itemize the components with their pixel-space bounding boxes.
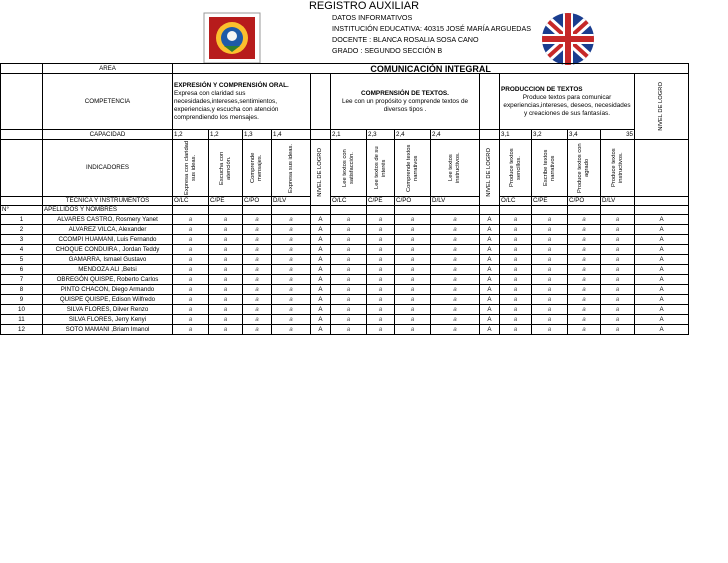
grade-cell: a (331, 225, 367, 235)
level-cell: A (635, 215, 689, 225)
grade-cell: a (395, 255, 431, 265)
grade-cell: a (272, 315, 311, 325)
grade-cell: a (331, 315, 367, 325)
grade-cell: a (173, 265, 209, 275)
competencia-1 (173, 74, 311, 130)
student-row (1, 295, 689, 305)
level-cell: A (480, 235, 500, 245)
capacidad-cell: 1,2 (209, 130, 243, 140)
grade-cell: a (601, 215, 635, 225)
grade-cell: a (331, 295, 367, 305)
grade-cell: a (367, 225, 395, 235)
info-school: INSTITUCIÓN EDUCATIVA: 40315 JOSÉ MARÍA ARGUEDAS (332, 24, 532, 33)
grade-cell: a (601, 255, 635, 265)
level-cell: A (311, 295, 331, 305)
grade-cell: a (173, 325, 209, 335)
capacidad-cell: 2,3 (367, 130, 395, 140)
grade-cell: a (431, 295, 480, 305)
grade-cell: a (532, 235, 568, 245)
grade-cell: a (173, 225, 209, 235)
instrumento: C/PO (568, 197, 601, 206)
grade-cell: a (395, 215, 431, 225)
capacidad-cell: 1,2 (173, 130, 209, 140)
grade-cell: a (395, 305, 431, 315)
student-row (1, 265, 689, 275)
grade-cell: a (532, 305, 568, 315)
student-row (1, 285, 689, 295)
grade-cell: a (243, 295, 272, 305)
grade-cell: a (431, 245, 480, 255)
level-cell: A (635, 285, 689, 295)
instrumento: O/LC (331, 197, 367, 206)
level-cell: A (635, 245, 689, 255)
student-name: OBREGÓN QUISPE, Roberto Carlos (43, 275, 173, 285)
level-cell: A (311, 265, 331, 275)
grade-cell: a (209, 325, 243, 335)
level-cell: A (480, 255, 500, 265)
student-number: 9 (1, 295, 43, 305)
grade-cell: a (500, 235, 532, 245)
level-cell: A (480, 275, 500, 285)
grade-cell: a (532, 325, 568, 335)
student-number: 7 (1, 275, 43, 285)
capacidad-cell: 2,4 (395, 130, 431, 140)
grade-cell: a (395, 245, 431, 255)
level-cell: A (480, 265, 500, 275)
grade-cell: a (431, 285, 480, 295)
grade-cell: a (209, 295, 243, 305)
grade-cell: a (532, 255, 568, 265)
grade-cell: a (272, 325, 311, 335)
grade-cell: a (367, 285, 395, 295)
grade-cell: a (568, 265, 601, 275)
competencia-2-text: Lee con un propósito y comprende textos de diversos tipos . (341, 97, 469, 113)
grade-cell: a (367, 295, 395, 305)
names-label: APELLIDOS Y NOMBRES (43, 206, 173, 215)
level-cell: A (480, 215, 500, 225)
instrumento: D/LV (431, 197, 480, 206)
grade-cell: a (568, 235, 601, 245)
grade-cell: a (500, 275, 532, 285)
info-heading: DATOS INFORMATIVOS (332, 13, 413, 22)
grade-cell: a (395, 235, 431, 245)
grade-cell: a (272, 305, 311, 315)
level-cell: A (311, 245, 331, 255)
grade-cell: a (173, 295, 209, 305)
grade-cell: a (243, 215, 272, 225)
grade-cell: a (367, 265, 395, 275)
student-row (1, 235, 689, 245)
student-row (1, 215, 689, 225)
level-cell: A (311, 285, 331, 295)
grade-cell: a (173, 285, 209, 295)
level-cell: A (480, 285, 500, 295)
grade-cell: a (568, 305, 601, 315)
grade-cell: a (395, 285, 431, 295)
indicador: Lee textos de su interés (373, 146, 387, 190)
grade-cell: a (331, 235, 367, 245)
student-row (1, 315, 689, 325)
grade-cell: a (243, 315, 272, 325)
grade-cell: a (568, 285, 601, 295)
grade-cell: a (209, 285, 243, 295)
student-name: PINTO CHACON, Diego Armando (43, 285, 173, 295)
level-cell: A (311, 275, 331, 285)
grade-cell: a (395, 265, 431, 275)
grade-cell: a (500, 255, 532, 265)
grade-cell: a (209, 245, 243, 255)
student-name: ALVAREZ VILCA, Alexander (43, 225, 173, 235)
student-name: QUISPE QUISPE, Edison Wilfredo (43, 295, 173, 305)
level-cell: A (311, 225, 331, 235)
level-cell: A (480, 325, 500, 335)
grade-cell: a (431, 325, 480, 335)
grade-cell: a (209, 235, 243, 245)
grade-cell: a (272, 225, 311, 235)
grade-cell: a (209, 225, 243, 235)
level-cell: A (480, 245, 500, 255)
capacidad-cell: 2,4 (431, 130, 480, 140)
level-cell: A (635, 225, 689, 235)
grade-cell: a (601, 275, 635, 285)
grade-cell: a (331, 245, 367, 255)
student-row (1, 225, 689, 235)
grade-cell: a (532, 275, 568, 285)
instrumento: D/LV (601, 197, 635, 206)
nivel-logro-1: NIVEL DE LOGRO (317, 148, 323, 197)
grade-cell: a (173, 305, 209, 315)
grade-cell: a (601, 295, 635, 305)
grade-cell: a (367, 245, 395, 255)
competencia-3-text: Produce textos para comunicar experiencias,intereses, deseos, necesidades y creaciones de sus fantasías. (503, 93, 631, 117)
school-crest-logo (203, 12, 261, 64)
grade-cell: a (431, 275, 480, 285)
grade-cell: a (568, 255, 601, 265)
student-row (1, 255, 689, 265)
capacidad-row (1, 130, 689, 140)
indicador: Comprende mensajes. (250, 152, 263, 184)
level-cell: A (635, 255, 689, 265)
grade-cell: a (367, 275, 395, 285)
indicadores-row (1, 140, 689, 197)
student-rows (1, 215, 689, 335)
num-label: N° (1, 206, 43, 215)
area-row (1, 64, 689, 74)
level-cell: A (311, 305, 331, 315)
student-number: 11 (1, 315, 43, 325)
grade-cell: a (331, 325, 367, 335)
grade-cell: a (331, 215, 367, 225)
level-cell: A (311, 325, 331, 335)
info-teacher: DOCENTE : BLANCA ROSALIA SOSA CANO (332, 35, 479, 44)
instrumento: C/PE (209, 197, 243, 206)
competencia-1-text: Expresa con claridad sus necesidades,intereses,sentimientos, experiencias,y escucha con atención comprendiendo los mensajes. (174, 89, 279, 121)
grade-cell: a (367, 315, 395, 325)
capacidad-cell: 35 (601, 130, 635, 140)
instrumentos-row (1, 197, 689, 206)
indicadores-label: INDICADORES (43, 140, 173, 197)
grade-cell: a (431, 305, 480, 315)
grade-register-table (0, 63, 689, 335)
grade-cell: a (331, 255, 367, 265)
indicador: Produce textos con agrado (577, 143, 590, 193)
student-name: CCOMPI HUAMANI, Luis Fernando (43, 235, 173, 245)
school-info (332, 12, 531, 56)
grade-cell: a (395, 315, 431, 325)
student-row (1, 245, 689, 255)
grade-cell: a (209, 255, 243, 265)
grade-cell: a (500, 285, 532, 295)
level-cell: A (635, 325, 689, 335)
grade-cell: a (601, 245, 635, 255)
grade-cell: a (568, 295, 601, 305)
student-name: MENDOZA ALI ,Betsi (43, 265, 173, 275)
level-cell: A (480, 295, 500, 305)
student-row (1, 325, 689, 335)
grade-cell: a (395, 275, 431, 285)
grade-cell: a (209, 215, 243, 225)
grade-cell: a (367, 255, 395, 265)
level-cell: A (480, 305, 500, 315)
area-name: COMUNICACIÓN INTEGRAL (173, 64, 689, 74)
grade-cell: a (431, 225, 480, 235)
grade-cell: a (243, 225, 272, 235)
info-grade: GRADO : SEGUNDO SECCIÓN B (332, 46, 443, 55)
grade-cell: a (272, 275, 311, 285)
level-cell: A (311, 215, 331, 225)
indicador: Produce textos sencillos. (508, 148, 522, 188)
grade-cell: a (173, 235, 209, 245)
grade-cell: a (173, 245, 209, 255)
capacidad-cell: 3,1 (500, 130, 532, 140)
grade-cell: a (532, 315, 568, 325)
indicador: Escribe textos narrativos (542, 149, 556, 187)
grade-cell: a (209, 315, 243, 325)
instrumento: C/PO (395, 197, 431, 206)
capacidad-label: CAPACIDAD (43, 130, 173, 140)
grade-cell: a (395, 295, 431, 305)
instrumento: O/LC (173, 197, 209, 206)
grade-cell: a (173, 255, 209, 265)
competencia-3-title: PRODUCCION DE TEXTOS (501, 85, 583, 93)
competencia-1-title: EXPRESIÓN Y COMPRENSIÓN ORAL. (174, 81, 289, 89)
level-cell: A (311, 315, 331, 325)
grade-cell: a (209, 275, 243, 285)
grade-cell: a (532, 245, 568, 255)
grade-cell: a (272, 295, 311, 305)
area-label: AREA (43, 64, 173, 74)
grade-cell: a (173, 215, 209, 225)
grade-cell: a (243, 255, 272, 265)
student-number: 12 (1, 325, 43, 335)
student-number: 4 (1, 245, 43, 255)
student-number: 3 (1, 235, 43, 245)
grade-cell: a (532, 225, 568, 235)
instrumento: C/PE (532, 197, 568, 206)
names-header-row (1, 206, 689, 215)
level-cell: A (635, 295, 689, 305)
grade-cell: a (532, 265, 568, 275)
grade-cell: a (601, 305, 635, 315)
level-cell: A (635, 265, 689, 275)
grade-cell: a (272, 265, 311, 275)
student-name: GAMARRA, Ismael Gustavo (43, 255, 173, 265)
grade-cell: a (431, 255, 480, 265)
indicador: Lee textos instructivos. (448, 152, 461, 184)
grade-cell: a (331, 305, 367, 315)
grade-cell: a (243, 265, 272, 275)
grade-cell: a (243, 325, 272, 335)
grade-cell: a (500, 265, 532, 275)
uk-flag-icon (537, 11, 599, 67)
grade-cell: a (173, 315, 209, 325)
student-name: SILVA FLORES, Dilver Renzo (43, 305, 173, 315)
grade-cell: a (601, 235, 635, 245)
capacidad-cell: 2,1 (331, 130, 367, 140)
grade-cell: a (209, 305, 243, 315)
nivel-logro-2: NIVEL DE LOGRO (486, 148, 492, 197)
grade-cell: a (243, 235, 272, 245)
grade-cell: a (272, 235, 311, 245)
grade-cell: a (395, 225, 431, 235)
grade-cell: a (568, 315, 601, 325)
capacidad-cell: 3,2 (532, 130, 568, 140)
grade-cell: a (272, 215, 311, 225)
level-cell: A (635, 275, 689, 285)
level-cell: A (480, 315, 500, 325)
grade-cell: a (431, 315, 480, 325)
grade-cell: a (601, 325, 635, 335)
grade-cell: a (243, 285, 272, 295)
grade-cell: a (431, 265, 480, 275)
student-name: CHOQUE CONDUIRA , Jordan Teddy (43, 245, 173, 255)
grade-cell: a (601, 315, 635, 325)
competencia-2 (331, 74, 480, 130)
indicador: Expresa con claridad sus ideas. (183, 140, 197, 196)
grade-cell: a (209, 265, 243, 275)
grade-cell: a (431, 235, 480, 245)
grade-cell: a (272, 245, 311, 255)
grade-cell: a (243, 305, 272, 315)
grade-cell: a (601, 285, 635, 295)
grade-cell: a (331, 265, 367, 275)
student-number: 8 (1, 285, 43, 295)
grade-cell: a (532, 285, 568, 295)
grade-cell: a (568, 325, 601, 335)
grade-cell: a (500, 315, 532, 325)
grade-cell: a (601, 265, 635, 275)
competencia-label: COMPETENCIA (43, 74, 173, 130)
student-name: ALVARES CASTRO, Rosmery Yanet (43, 215, 173, 225)
grade-cell: a (272, 255, 311, 265)
level-cell: A (635, 305, 689, 315)
indicador: Comprende textos narrativos (405, 144, 419, 192)
grade-cell: a (272, 285, 311, 295)
grade-cell: a (500, 245, 532, 255)
level-cell: A (635, 235, 689, 245)
student-number: 10 (1, 305, 43, 315)
student-name: SOTO MAMANI ,Briam Imanol (43, 325, 173, 335)
grade-cell: a (532, 215, 568, 225)
grade-cell: a (367, 235, 395, 245)
instrumento: O/LC (500, 197, 532, 206)
competencia-3 (500, 74, 635, 130)
grade-cell: a (500, 295, 532, 305)
grade-cell: a (367, 325, 395, 335)
grade-cell: a (367, 305, 395, 315)
grade-cell: a (331, 285, 367, 295)
grade-cell: a (243, 245, 272, 255)
capacidad-cell: 1,3 (243, 130, 272, 140)
student-number: 1 (1, 215, 43, 225)
competencia-row (1, 74, 689, 130)
level-cell: A (635, 315, 689, 325)
indicador: Escucha con atención. (218, 151, 232, 185)
grade-cell: a (568, 225, 601, 235)
instrumento: D/LV (272, 197, 311, 206)
level-cell: A (311, 235, 331, 245)
student-name: SILVA FLORES, Jerry Kenyi (43, 315, 173, 325)
instrumento: C/PE (367, 197, 395, 206)
grade-cell: a (532, 295, 568, 305)
student-number: 5 (1, 255, 43, 265)
student-number: 2 (1, 225, 43, 235)
grade-cell: a (500, 225, 532, 235)
indicador: Lee textos con satisfacción. (341, 149, 355, 187)
level-cell: A (311, 255, 331, 265)
capacidad-cell: 1,4 (272, 130, 311, 140)
student-number: 6 (1, 265, 43, 275)
instrumento: C/PO (243, 197, 272, 206)
grade-cell: a (568, 245, 601, 255)
grade-cell: a (500, 215, 532, 225)
page-title: REGISTRO AUXILIAR (308, 0, 420, 12)
indicador: Expresa sus ideas. (287, 143, 294, 193)
student-row (1, 305, 689, 315)
competencia-2-title: COMPRENSIÓN DE TEXTOS. (361, 89, 449, 97)
grade-cell: a (568, 275, 601, 285)
level-cell: A (480, 225, 500, 235)
student-row (1, 275, 689, 285)
tecnica-label: TECNICA Y INSTRUMENTOS (43, 197, 173, 206)
grade-cell: a (173, 275, 209, 285)
grade-cell: a (431, 215, 480, 225)
grade-cell: a (243, 275, 272, 285)
nivel-logro-main: NIVEL DE LOGRO (658, 82, 665, 131)
grade-cell: a (395, 325, 431, 335)
grade-cell: a (601, 225, 635, 235)
grade-cell: a (500, 305, 532, 315)
indicador: Produce textos instructivos. (610, 148, 624, 188)
capacidad-cell: 3,4 (568, 130, 601, 140)
grade-cell: a (367, 215, 395, 225)
grade-cell: a (331, 275, 367, 285)
grade-cell: a (568, 215, 601, 225)
grade-cell: a (500, 325, 532, 335)
